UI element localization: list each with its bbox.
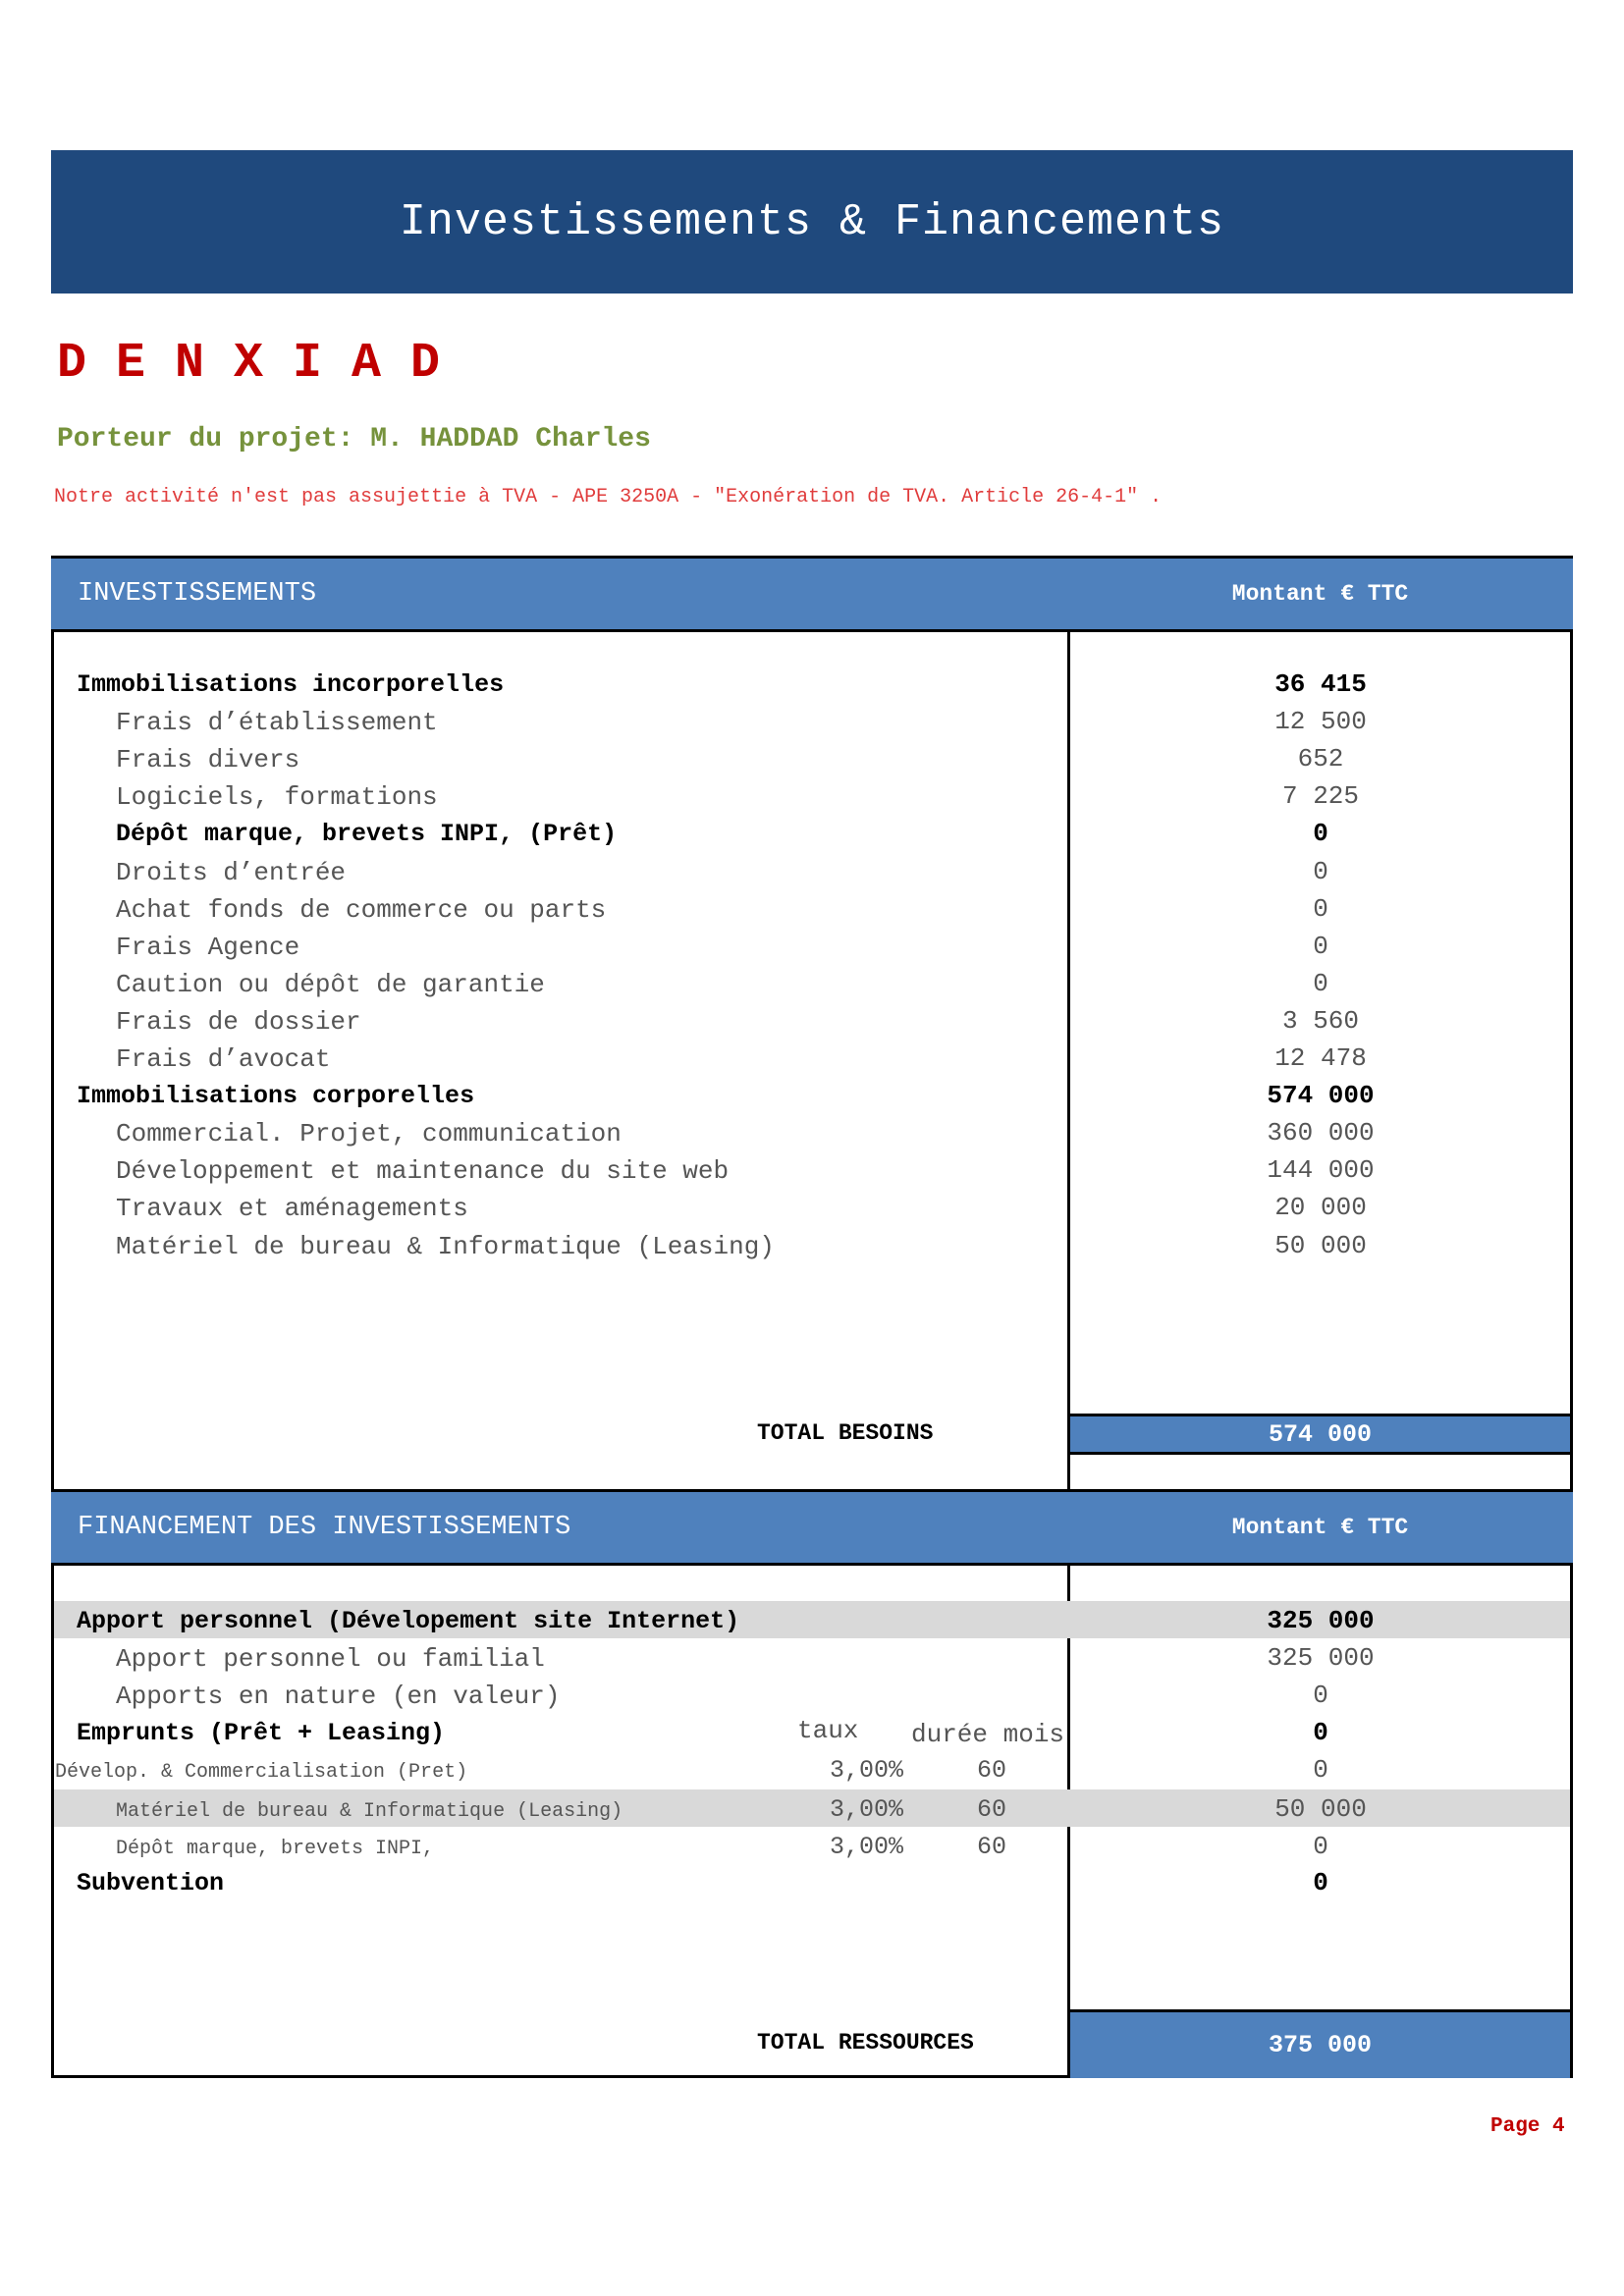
- table-row: [0, 1229, 1624, 1266]
- table-row: [0, 742, 1624, 779]
- table-row: [0, 967, 1624, 1004]
- vat-notice: Notre activité n'est pas assujettie à TVA - APE 3250A - "Exonération de TVA. Article 26-4-1" .: [54, 486, 1163, 508]
- row-label: Matériel de bureau & Informatique (Leasing): [116, 1800, 623, 1823]
- duree-column-header: durée mois: [911, 1720, 1065, 1749]
- table-row: [0, 705, 1624, 742]
- table-row: [0, 1753, 1624, 1790]
- page-banner: [51, 150, 1573, 294]
- table-row: [0, 1716, 1624, 1753]
- row-label: Matériel de bureau & Informatique (Leasing): [116, 1231, 775, 1261]
- row-label: Frais de dossier: [116, 1006, 361, 1037]
- row-amount: 0: [1313, 893, 1328, 924]
- row-amount: 325 000: [1267, 1643, 1375, 1673]
- row-amount: 0: [1313, 819, 1328, 849]
- duration-months: 60: [976, 1756, 1006, 1785]
- row-label: Achat fonds de commerce ou parts: [116, 894, 607, 925]
- investissements-header: [51, 556, 1070, 632]
- row-label: Dépôt marque, brevets INPI, (Prêt): [116, 820, 618, 849]
- total-besoins-amount: 574 000: [1268, 1419, 1373, 1449]
- total-ressources-amount: 375 000: [1268, 2031, 1373, 2059]
- row-label: Caution ou dépôt de garantie: [116, 969, 545, 999]
- interest-rate: 3,00%: [829, 1756, 903, 1785]
- table-row: [0, 1079, 1624, 1116]
- investissements-title: INVESTISSEMENTS: [78, 579, 317, 609]
- row-amount: 574 000: [1267, 1081, 1375, 1111]
- row-amount: 0: [1313, 931, 1328, 961]
- interest-rate: 3,00%: [829, 1833, 903, 1861]
- row-amount: 360 000: [1267, 1118, 1375, 1148]
- row-amount: 20 000: [1274, 1193, 1367, 1223]
- amount-header-label: Montant € TTC: [1231, 1515, 1409, 1540]
- row-label: Apport personnel (Dévelopement site Internet): [77, 1607, 740, 1635]
- total-besoins-value: [1067, 1414, 1573, 1455]
- table-row: [0, 1830, 1624, 1867]
- project-owner: Porteur du projet: M. HADDAD Charles: [57, 424, 651, 454]
- page-number: Page 4: [1490, 2115, 1565, 2138]
- table-row: [0, 1866, 1624, 1903]
- row-amount: 0: [1313, 968, 1328, 998]
- row-label: Frais d’établissement: [116, 708, 438, 738]
- total-ressources-value: [1067, 2009, 1573, 2078]
- table-row: [0, 1792, 1624, 1830]
- interest-rate: 3,00%: [829, 1795, 903, 1824]
- row-label: Logiciels, formations: [116, 782, 438, 813]
- row-amount: 0: [1313, 1718, 1328, 1747]
- row-label: Dévelop. & Commercialisation (Pret): [55, 1761, 468, 1784]
- row-label: Immobilisations corporelles: [77, 1082, 475, 1111]
- total-ressources-label: TOTAL RESSOURCES: [757, 2030, 974, 2056]
- row-amount: 325 000: [1267, 1606, 1375, 1635]
- row-label: Développement et maintenance du site web: [116, 1156, 730, 1187]
- table-row: [0, 817, 1624, 854]
- company-name: DENXIAD: [57, 336, 470, 392]
- row-amount: 144 000: [1267, 1155, 1375, 1186]
- investissements-amount-header: [1067, 556, 1573, 632]
- table-row: [0, 1641, 1624, 1679]
- row-label: Commercial. Projet, communication: [116, 1119, 622, 1149]
- row-label: Immobilisations incorporelles: [77, 670, 505, 699]
- banner-title: Investissements & Financements: [399, 196, 1225, 247]
- row-label: Subvention: [77, 1869, 225, 1897]
- row-amount: 0: [1313, 856, 1328, 886]
- table-row: [0, 1604, 1624, 1641]
- row-amount: 652: [1297, 744, 1344, 774]
- duration-months: 60: [976, 1795, 1006, 1824]
- table-row: [0, 855, 1624, 892]
- row-label: Dépôt marque, brevets INPI,: [116, 1838, 435, 1860]
- total-besoins-label: TOTAL BESOINS: [757, 1420, 934, 1446]
- table-row: [0, 1679, 1624, 1716]
- row-amount: 12 500: [1274, 707, 1367, 737]
- taux-column-header: taux: [797, 1716, 859, 1745]
- row-amount: 0: [1313, 1832, 1328, 1861]
- financement-header: [51, 1489, 1070, 1566]
- row-label: Frais Agence: [116, 932, 300, 962]
- table-row: [0, 930, 1624, 967]
- row-label: Frais d’avocat: [116, 1044, 331, 1074]
- row-amount: 36 415: [1274, 669, 1367, 699]
- row-label: Apports en nature (en valeur): [116, 1682, 561, 1711]
- row-amount: 0: [1313, 1755, 1328, 1785]
- row-amount: 50 000: [1274, 1794, 1367, 1824]
- financement-title: FINANCEMENT DES INVESTISSEMENTS: [78, 1513, 571, 1542]
- duration-months: 60: [976, 1833, 1006, 1861]
- row-label: Droits d’entrée: [116, 857, 347, 887]
- table-row: [0, 667, 1624, 705]
- row-amount: 12 478: [1274, 1043, 1367, 1073]
- row-label: Travaux et aménagements: [116, 1194, 468, 1224]
- table-row: [0, 1116, 1624, 1153]
- row-amount: 0: [1313, 1868, 1328, 1897]
- row-label: Apport personnel ou familial: [116, 1644, 545, 1674]
- row-amount: 0: [1313, 1681, 1328, 1710]
- table-row: [0, 892, 1624, 930]
- row-label: Frais divers: [116, 745, 300, 775]
- row-amount: 7 225: [1281, 781, 1359, 812]
- table-row: [0, 1004, 1624, 1041]
- row-amount: 3 560: [1281, 1005, 1359, 1036]
- table-row: [0, 1191, 1624, 1228]
- row-amount: 50 000: [1274, 1230, 1367, 1260]
- row-label: Emprunts (Prêt + Leasing): [77, 1719, 446, 1747]
- amount-header-label: Montant € TTC: [1231, 581, 1409, 607]
- table-row: [0, 1153, 1624, 1191]
- table-row: [0, 1041, 1624, 1079]
- financement-amount-header: [1067, 1489, 1573, 1566]
- table-row: [0, 779, 1624, 817]
